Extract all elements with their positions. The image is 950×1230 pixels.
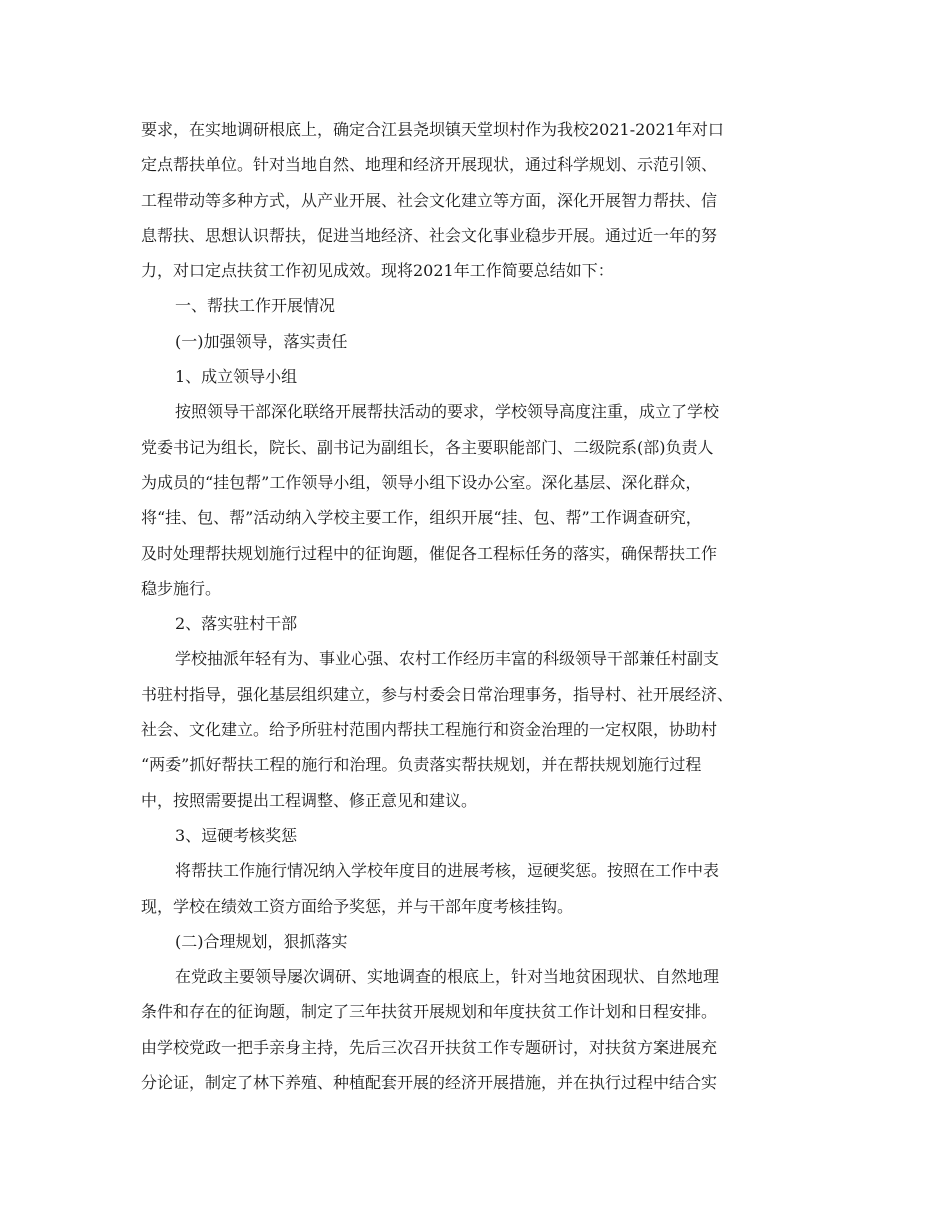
paragraph-line: 书驻村指导，强化基层组织建立，参与村委会日常治理事务，指导村、社开展经济、 bbox=[141, 684, 734, 704]
document-body bbox=[141, 112, 821, 1100]
paragraph-line: 在党政主要领导屡次调研、实地调查的根底上，针对当地贫困现状、自然地理 bbox=[175, 967, 720, 987]
paragraph-line: 党委书记为组长，院长、副书记为副组长，各主要职能部门、二级院系(部)负责人 bbox=[141, 437, 714, 457]
paragraph-line: 3、逗硬考核奖惩 bbox=[175, 825, 298, 845]
paragraph-line: 力，对口定点扶贫工作初见成效。现将2021年工作简要总结如下： bbox=[141, 261, 614, 281]
paragraph-line: 稳步施行。 bbox=[141, 578, 222, 598]
paragraph-line: 为成员的“挂包帮”工作领导小组，领导小组下设办公室。深化基层、深化群众， bbox=[141, 472, 702, 492]
paragraph-line: 将“挂、包、帮”活动纳入学校主要工作，组织开展“挂、包、帮”工作调查研究， bbox=[141, 508, 702, 528]
paragraph-line: 1、成立领导小组 bbox=[175, 367, 298, 387]
paragraph-line: 将帮扶工作施行情况纳入学校年度目的进展考核，逗硬奖惩。按照在工作中表 bbox=[175, 861, 720, 881]
paragraph-line: 按照领导干部深化联络开展帮扶活动的要求，学校领导高度注重，成立了学校 bbox=[175, 402, 720, 422]
paragraph-line: 中，按照需要提出工程调整、修正意见和建议。 bbox=[141, 790, 478, 810]
paragraph-line: (一)加强领导，落实责任 bbox=[175, 331, 348, 351]
paragraph-line: 分论证，制定了林下养殖、种植配套开展的经济开展措施，并在执行过程中结合实 bbox=[141, 1073, 718, 1093]
paragraph-line: “两委”抓好帮扶工程的施行和治理。负责落实帮扶规划，并在帮扶规划施行过程 bbox=[141, 755, 702, 775]
paragraph-line: 工程带动等多种方式，从产业开展、社会文化建立等方面，深化开展智力帮扶、信 bbox=[141, 190, 718, 210]
paragraph-line: 定点帮扶单位。针对当地自然、地理和经济开展现状，通过科学规划、示范引领、 bbox=[141, 155, 718, 175]
paragraph-line: 学校抽派年轻有为、事业心强、农村工作经历丰富的科级领导干部兼任村副支 bbox=[175, 649, 720, 669]
paragraph-line: 2、落实驻村干部 bbox=[175, 614, 298, 634]
paragraph-line: 息帮扶、思想认识帮扶，促进当地经济、社会文化事业稳步开展。通过近一年的努 bbox=[141, 225, 718, 245]
paragraph-line: 一、帮扶工作开展情况 bbox=[175, 296, 336, 316]
paragraph-line: (二)合理规划，狠抓落实 bbox=[175, 931, 348, 951]
paragraph-line: 及时处理帮扶规划施行过程中的征询题，催促各工程标任务的落实，确保帮扶工作 bbox=[141, 543, 718, 563]
paragraph-line: 由学校党政一把手亲身主持，先后三次召开扶贫工作专题研讨，对扶贫方案进展充 bbox=[141, 1037, 718, 1057]
paragraph-line: 社会、文化建立。给予所驻村范围内帮扶工程施行和资金治理的一定权限，协助村 bbox=[141, 720, 718, 740]
paragraph-line: 要求，在实地调研根底上，确定合江县尧坝镇天堂坝村作为我校2021-2021年对口 bbox=[141, 120, 724, 139]
paragraph-line: 现，学校在绩效工资方面给予奖惩，并与干部年度考核挂钩。 bbox=[141, 896, 574, 916]
paragraph-line: 条件和存在的征询题，制定了三年扶贫开展规划和年度扶贫工作计划和日程安排。 bbox=[141, 1002, 718, 1022]
